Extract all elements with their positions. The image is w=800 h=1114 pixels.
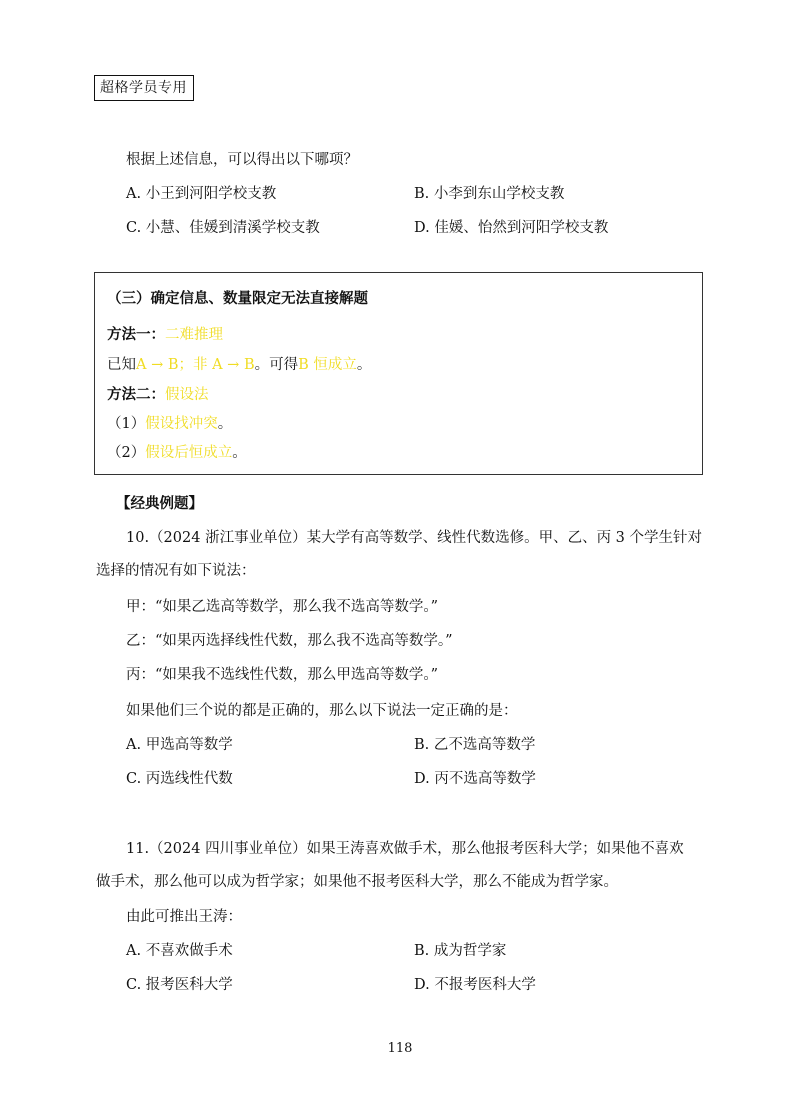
step-one-end: 。 (217, 416, 233, 432)
step-one (107, 414, 232, 434)
q11-option-d: D. 不报考医科大学 (414, 977, 536, 993)
method-box-title: （三）确定信息、数量限定无法直接解题 (107, 290, 368, 307)
q10-option-d: D. 丙不选高等数学 (414, 771, 536, 787)
method-two (107, 385, 209, 405)
option-a: A. 小王到河阳学校支教 (126, 186, 277, 202)
method-two-label: 方法二： (107, 386, 165, 403)
q10-prompt: 如果他们三个说的都是正确的，那么以下说法一定正确的是： (126, 703, 518, 719)
known-formula: A → B；非 A → B (136, 357, 255, 373)
option-c: C. 小慧、佳媛到清溪学校支教 (126, 220, 320, 236)
step-two-end: 。 (232, 445, 247, 461)
method-one-value: 二难推理 (165, 327, 223, 343)
known-end: 。 (356, 357, 372, 373)
option-b: B. 小李到东山学校支教 (414, 186, 565, 202)
step-two (107, 443, 247, 463)
option-d: D. 佳媛、怡然到河阳学校支教 (414, 220, 609, 236)
page-number: 118 (387, 1041, 413, 1056)
known-result: B 恒成立 (298, 357, 357, 373)
step-two-text: 假设后恒成立 (145, 445, 233, 461)
question-prompt: 根据上述信息，可以得出以下哪项？ (126, 152, 358, 168)
known-prefix: 已知 (107, 357, 136, 373)
q11-option-b: B. 成为哲学家 (414, 943, 507, 959)
step-two-prefix: （2） (107, 445, 146, 461)
q11-line-1: 11.（2024 四川事业单位）如果王涛喜欢做手术，那么他报考医科大学；如果他不喜欢 (126, 841, 684, 857)
q11-option-c: C. 报考医科大学 (126, 977, 233, 993)
method-box (94, 272, 703, 475)
q10-option-c: C. 丙选线性代数 (126, 771, 233, 787)
q10-option-b: B. 乙不选高等数学 (414, 737, 536, 753)
q10-statement-1: 甲：“如果乙选高等数学，那么我不选高等数学。” (126, 599, 439, 615)
q10-line-1: 10.（2024 浙江事业单位）某大学有高等数学、线性代数选修。甲、乙、丙 3 个学生针对 (126, 530, 703, 546)
step-one-text: 假设找冲突 (145, 416, 218, 432)
q11-option-a: A. 不喜欢做手术 (126, 943, 233, 959)
q10-line-2: 选择的情况有如下说法： (96, 563, 256, 579)
section-title: 【经典例题】 (116, 495, 203, 512)
q11-line-2: 做手术，那么他可以成为哲学家；如果他不报考医科大学，那么不能成为哲学家。 (96, 874, 618, 890)
method-one (107, 325, 223, 345)
q10-statement-2: 乙：“如果丙选择线性代数，那么我不选高等数学。” (126, 633, 453, 649)
q11-prompt: 由此可推出王涛： (126, 909, 242, 925)
q10-statement-3: 丙：“如果我不选线性代数，那么甲选高等数学。” (126, 667, 439, 683)
q10-option-a: A. 甲选高等数学 (126, 737, 233, 753)
known-mid: 。可得 (254, 357, 299, 373)
method-one-label: 方法一： (107, 326, 165, 343)
method-two-value: 假设法 (165, 387, 209, 403)
step-one-prefix: （1） (107, 416, 146, 432)
header-tag: 超格学员专用 (94, 75, 194, 101)
known-line (107, 355, 371, 375)
